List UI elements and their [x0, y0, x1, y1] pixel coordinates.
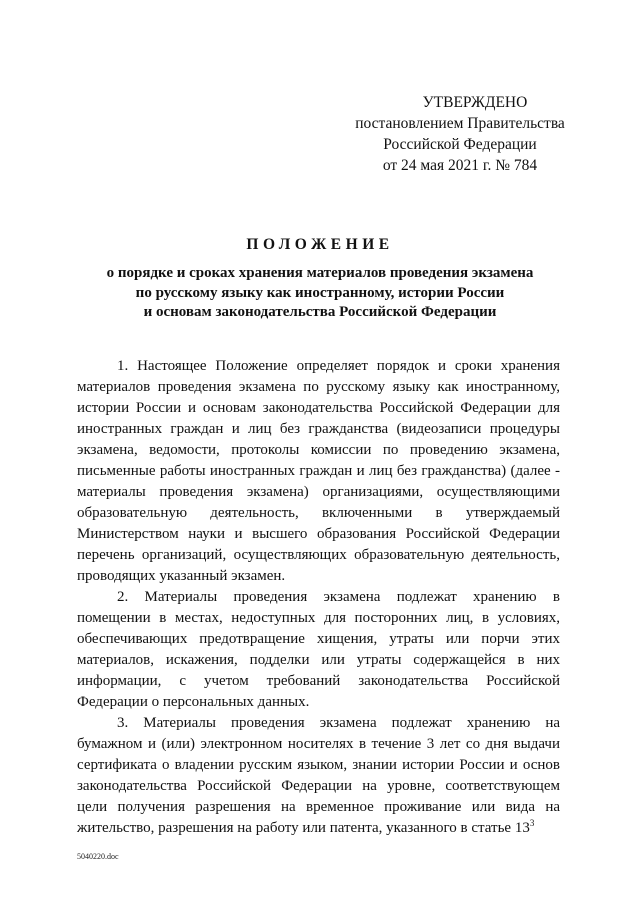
approval-stamp: [350, 92, 570, 176]
article-superscript: 3: [529, 818, 535, 828]
document-subtitle: [60, 264, 580, 323]
paragraph-3-text: 3. Материалы проведения экзамена подлежат хранению на бумажном и (или) электронном носителях в течение 3 лет со дня выдачи сертификата о владении русским языком, знании истории России и основ законодательства Российской Федерации на уровне, соответствующем цели получения разрешения на временное проживание или вида на жительство, разрешения на работу или патента, указанного в статье 13: [77, 715, 560, 836]
paragraph-3: [77, 713, 560, 839]
subtitle-line-1: о порядке и сроках хранения материалов проведения экзамена: [106, 265, 534, 281]
file-name-footer: 5040220.doc: [77, 852, 119, 861]
document-title: ПОЛОЖЕНИЕ: [246, 236, 394, 253]
paragraph-2: 2. Материалы проведения экзамена подлежат хранению в помещении в местах, недоступных для посторонних лиц, в условиях, обеспечивающих предотвращение хищения, утраты или порчи этих материалов, искажения, подделки или утраты содержащейся в них информации, с учетом требований законодательства Российской Федерации о персональных данных.: [77, 589, 560, 710]
approval-title: УТВЕРЖДЕНО: [422, 94, 528, 111]
paragraph-1: 1. Настоящее Положение определяет порядок и сроки хранения материалов проведения экзамена по русскому языку как иностранному, истории России и основам законодательства Российской Федерации для иностранных граждан и лиц без гражданства (видеозаписи процедуры экзамена, ведомости, протоколы комиссии по проведению экзамена, письменные работы иностранных граждан и лиц без гражданства) (далее - материалы проведения экзамена) организациями, осуществляющими образовательную деятельность, включенными в утверждаемый Министерством науки и высшего образования Российской Федерации перечень организаций, осуществляющих образовательную деятельность, проводящих указанный экзамен.: [77, 358, 560, 584]
approval-line-2: Российской Федерации: [383, 136, 537, 153]
subtitle-line-2: по русскому языку как иностранному, истории России: [135, 284, 505, 301]
subtitle-line-3: и основам законодательства Российской Федерации: [143, 304, 497, 320]
approval-line-1: постановлением Правительства: [355, 115, 565, 132]
document-body: [77, 356, 560, 839]
approval-line-3: от 24 мая 2021 г. № 784: [382, 157, 538, 174]
